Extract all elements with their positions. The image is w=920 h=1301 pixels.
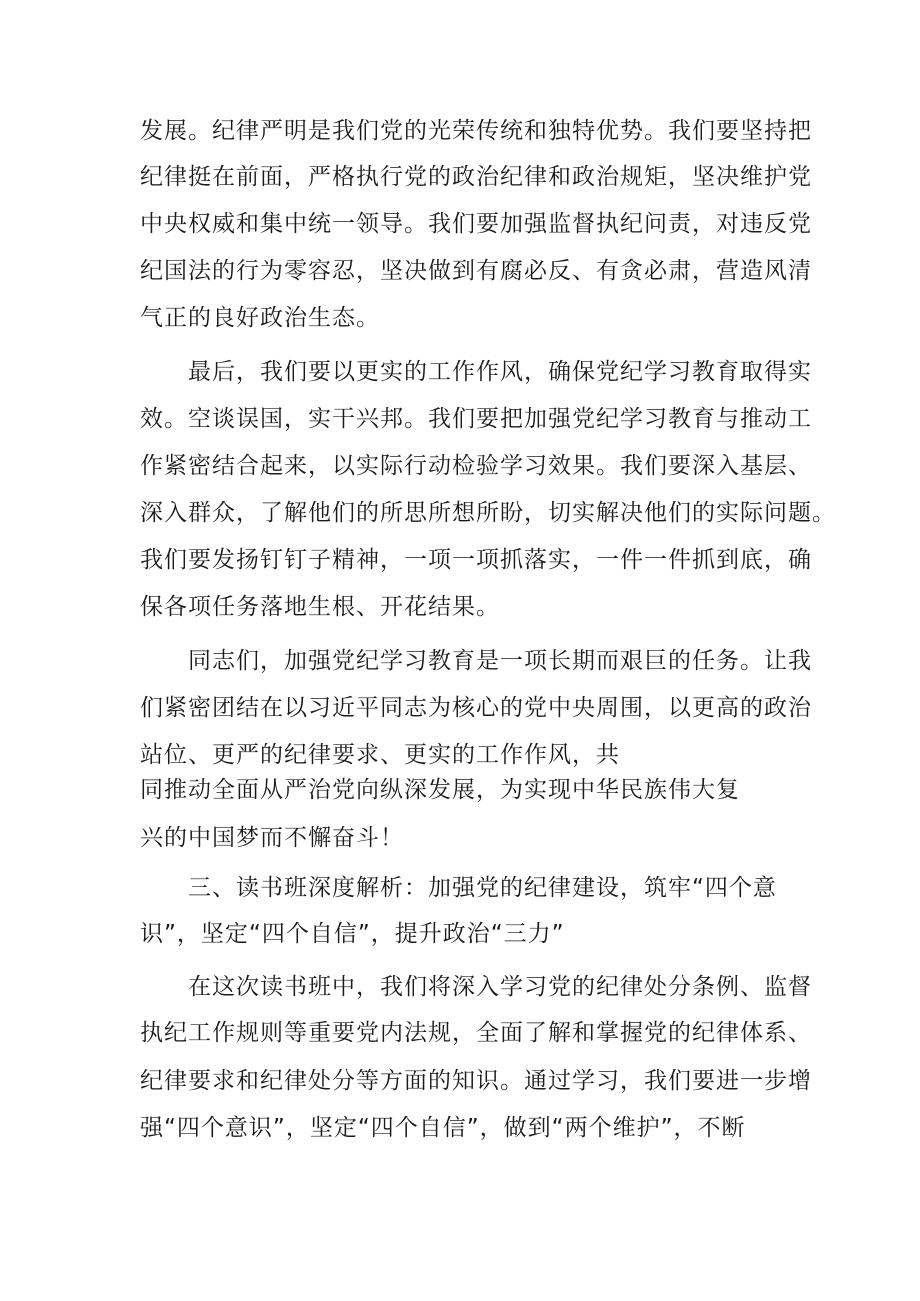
text-line: 强“四个意识”，坚定“四个自信”，做到“两个维护”，不断	[140, 1115, 746, 1141]
text-line: 兴的中国梦而不懈奋斗！	[140, 825, 404, 851]
text-line: 纪律要求和纪律处分等方面的知识。通过学习，我们要进一步增	[140, 1068, 812, 1094]
text-line: 深入群众，了解他们的所思所想所盼，切实解决他们的实际问题。	[140, 500, 836, 526]
text-line: 发展。纪律严明是我们党的光荣传统和独特优势。我们要坚持把	[140, 118, 812, 144]
section-heading: 三、读书班深度解析：加强党的纪律建设，筑牢“四个意	[188, 875, 777, 901]
text-line: 保各项任务落地生根、开花结果。	[140, 594, 500, 620]
text-line: 们紧密团结在以习近平同志为核心的党中央周围，以更高的政治	[140, 695, 812, 721]
text-line: 纪国法的行为零容忍，坚决做到有腐必反、有贪必肃，营造风清	[140, 258, 812, 284]
paragraph-first-line: 在这次读书班中，我们将深入学习党的纪律处分条例、监督	[188, 974, 812, 1000]
paragraph-first-line: 同志们，加强党纪学习教育是一项长期而艰巨的任务。让我	[188, 648, 812, 674]
text-line: 同推动全面从严治党向纵深发展，为实现中华民族伟大复	[140, 777, 740, 803]
text-line: 中央权威和集中统一领导。我们要加强监督执纪问责，对违反党	[140, 211, 812, 237]
paragraph-first-line: 最后，我们要以更实的工作作风，确保党纪学习教育取得实	[188, 359, 812, 385]
text-line: 站位、更严的纪律要求、更实的工作作风，共	[140, 742, 620, 768]
text-line: 效。空谈误国，实干兴邦。我们要把加强党纪学习教育与推动工	[140, 406, 812, 432]
text-line: 气正的良好政治生态。	[140, 305, 380, 331]
text-line: 我们要发扬钉钉子精神，一项一项抓落实，一件一件抓到底，确	[140, 547, 812, 573]
section-heading: 识”，坚定“四个自信”，提升政治“三力”	[140, 921, 565, 947]
text-line: 纪律挺在前面，严格执行党的政治纪律和政治规矩，坚决维护党	[140, 164, 812, 190]
text-line: 执纪工作规则等重要党内法规，全面了解和掌握党的纪律体系、	[140, 1020, 812, 1046]
text-line: 作紧密结合起来，以实际行动检验学习效果。我们要深入基层、	[140, 453, 812, 479]
